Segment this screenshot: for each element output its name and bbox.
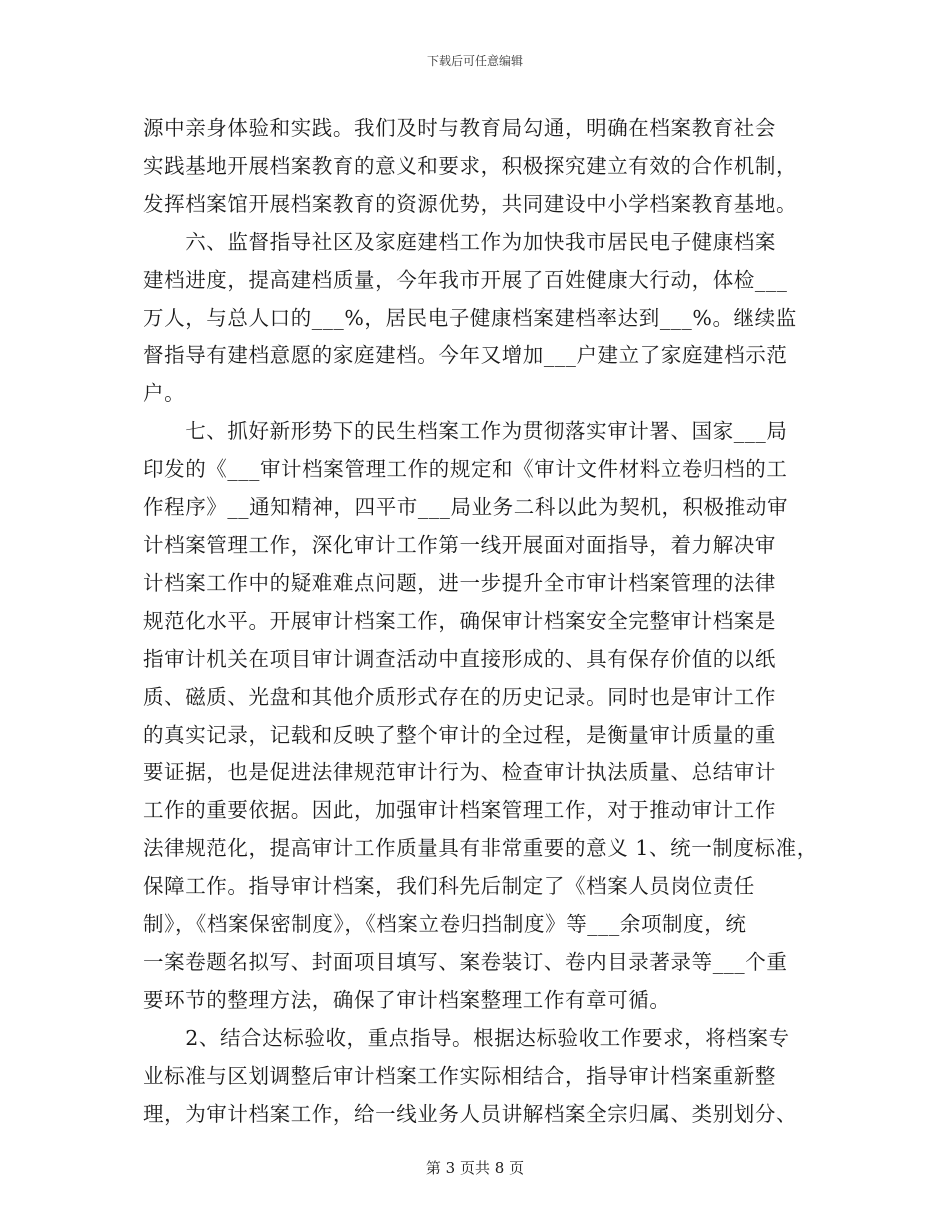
paragraph-item-two: [143, 1020, 813, 1134]
text-line: 一案卷题名拟写、封面项目填写、案卷装订、卷内目录著录等___个重: [143, 949, 788, 974]
text-line: 实践基地开展档案教育的意义和要求，积极探究建立有效的合作机制，: [143, 153, 798, 178]
text-line: 计档案管理工作，深化审计工作第一线开展面对面指导，着力解决审: [143, 532, 776, 557]
text-line: 保障工作。指导审计档案，我们科先后制定了《档案人员岗位责任: [143, 874, 755, 899]
text-line: 要证据，也是促进法律规范审计行为、检查审计执法质量、总结审计: [143, 760, 776, 785]
text-line: 作程序》__通知精神，四平市___局业务二科以此为契机，积极推动审: [143, 495, 789, 520]
page-header-note: 下载后可任意编辑: [426, 54, 523, 68]
text-line: 的真实记录，记载和反映了整个审计的全过程，是衡量审计质量的重: [143, 722, 776, 747]
text-line: 万人，与总人口的___%，居民电子健康档案建档率达到___%。继续监: [143, 305, 797, 330]
document-body: [143, 110, 818, 1133]
text-line: 六、监督指导社区及家庭建档工作为加快我市居民电子健康档案: [143, 229, 776, 254]
page-number-footer: 第 3 页共 8 页: [425, 1159, 525, 1177]
text-line: 制》，《档案保密制度》，《档案立卷归挡制度》等___余项制度，统: [143, 912, 747, 937]
text-line: 工作的重要依据。因此，加强审计档案管理工作，对于推动审计工作: [143, 798, 776, 823]
text-line: 源中亲身体验和实践。我们及时与教育局勾通，明确在档案教育社会: [143, 116, 776, 140]
text-line: 七、抓好新形势下的民生档案工作为贯彻落实审计署、国家___局: [143, 419, 788, 444]
paragraph-section-six: [143, 224, 813, 414]
text-line: 督指导有建档意愿的家庭建档。今年又增加___户建立了家庭建档示范: [143, 343, 788, 368]
text-line: 户。: [143, 381, 186, 406]
text-line: 法律规范化，提高审计工作质量具有非常重要的意义 1、统一制度标准，: [143, 836, 818, 861]
text-line: 要环节的整理方法，确保了审计档案整理工作有章可循。: [143, 987, 671, 1012]
text-line: 理，为审计档案工作，给一线业务人员讲解档案全宗归属、类别划分、: [143, 1101, 798, 1126]
text-line: 印发的《___审计档案管理工作的规定和《审计文件材料立卷归档的工: [143, 457, 788, 482]
paragraph-section-seven: [143, 413, 818, 1020]
text-line: 计档案工作中的疑难难点问题，进一步提升全市审计档案管理的法律: [143, 570, 776, 595]
text-line: 质、磁质、光盘和其他介质形式存在的历史记录。同时也是审计工作: [143, 684, 776, 709]
text-line: 建档进度，提高建档质量，今年我市开展了百姓健康大行动，体检___: [143, 267, 788, 292]
text-line: 规范化水平。开展审计档案工作，确保审计档案安全完整审计档案是: [143, 608, 776, 633]
paragraph-archive-education: [143, 110, 813, 224]
text-line: 业标准与区划调整后审计档案工作实际相结合，指导审计档案重新整: [143, 1063, 776, 1088]
text-line: 2、结合达标验收，重点指导。根据达标验收工作要求，将档案专: [143, 1025, 790, 1050]
text-line: 发挥档案馆开展档案教育的资源优势，共同建设中小学档案教育基地。: [143, 191, 798, 216]
text-line: 指审计机关在项目审计调查活动中直接形成的、具有保存价值的以纸: [143, 646, 776, 671]
